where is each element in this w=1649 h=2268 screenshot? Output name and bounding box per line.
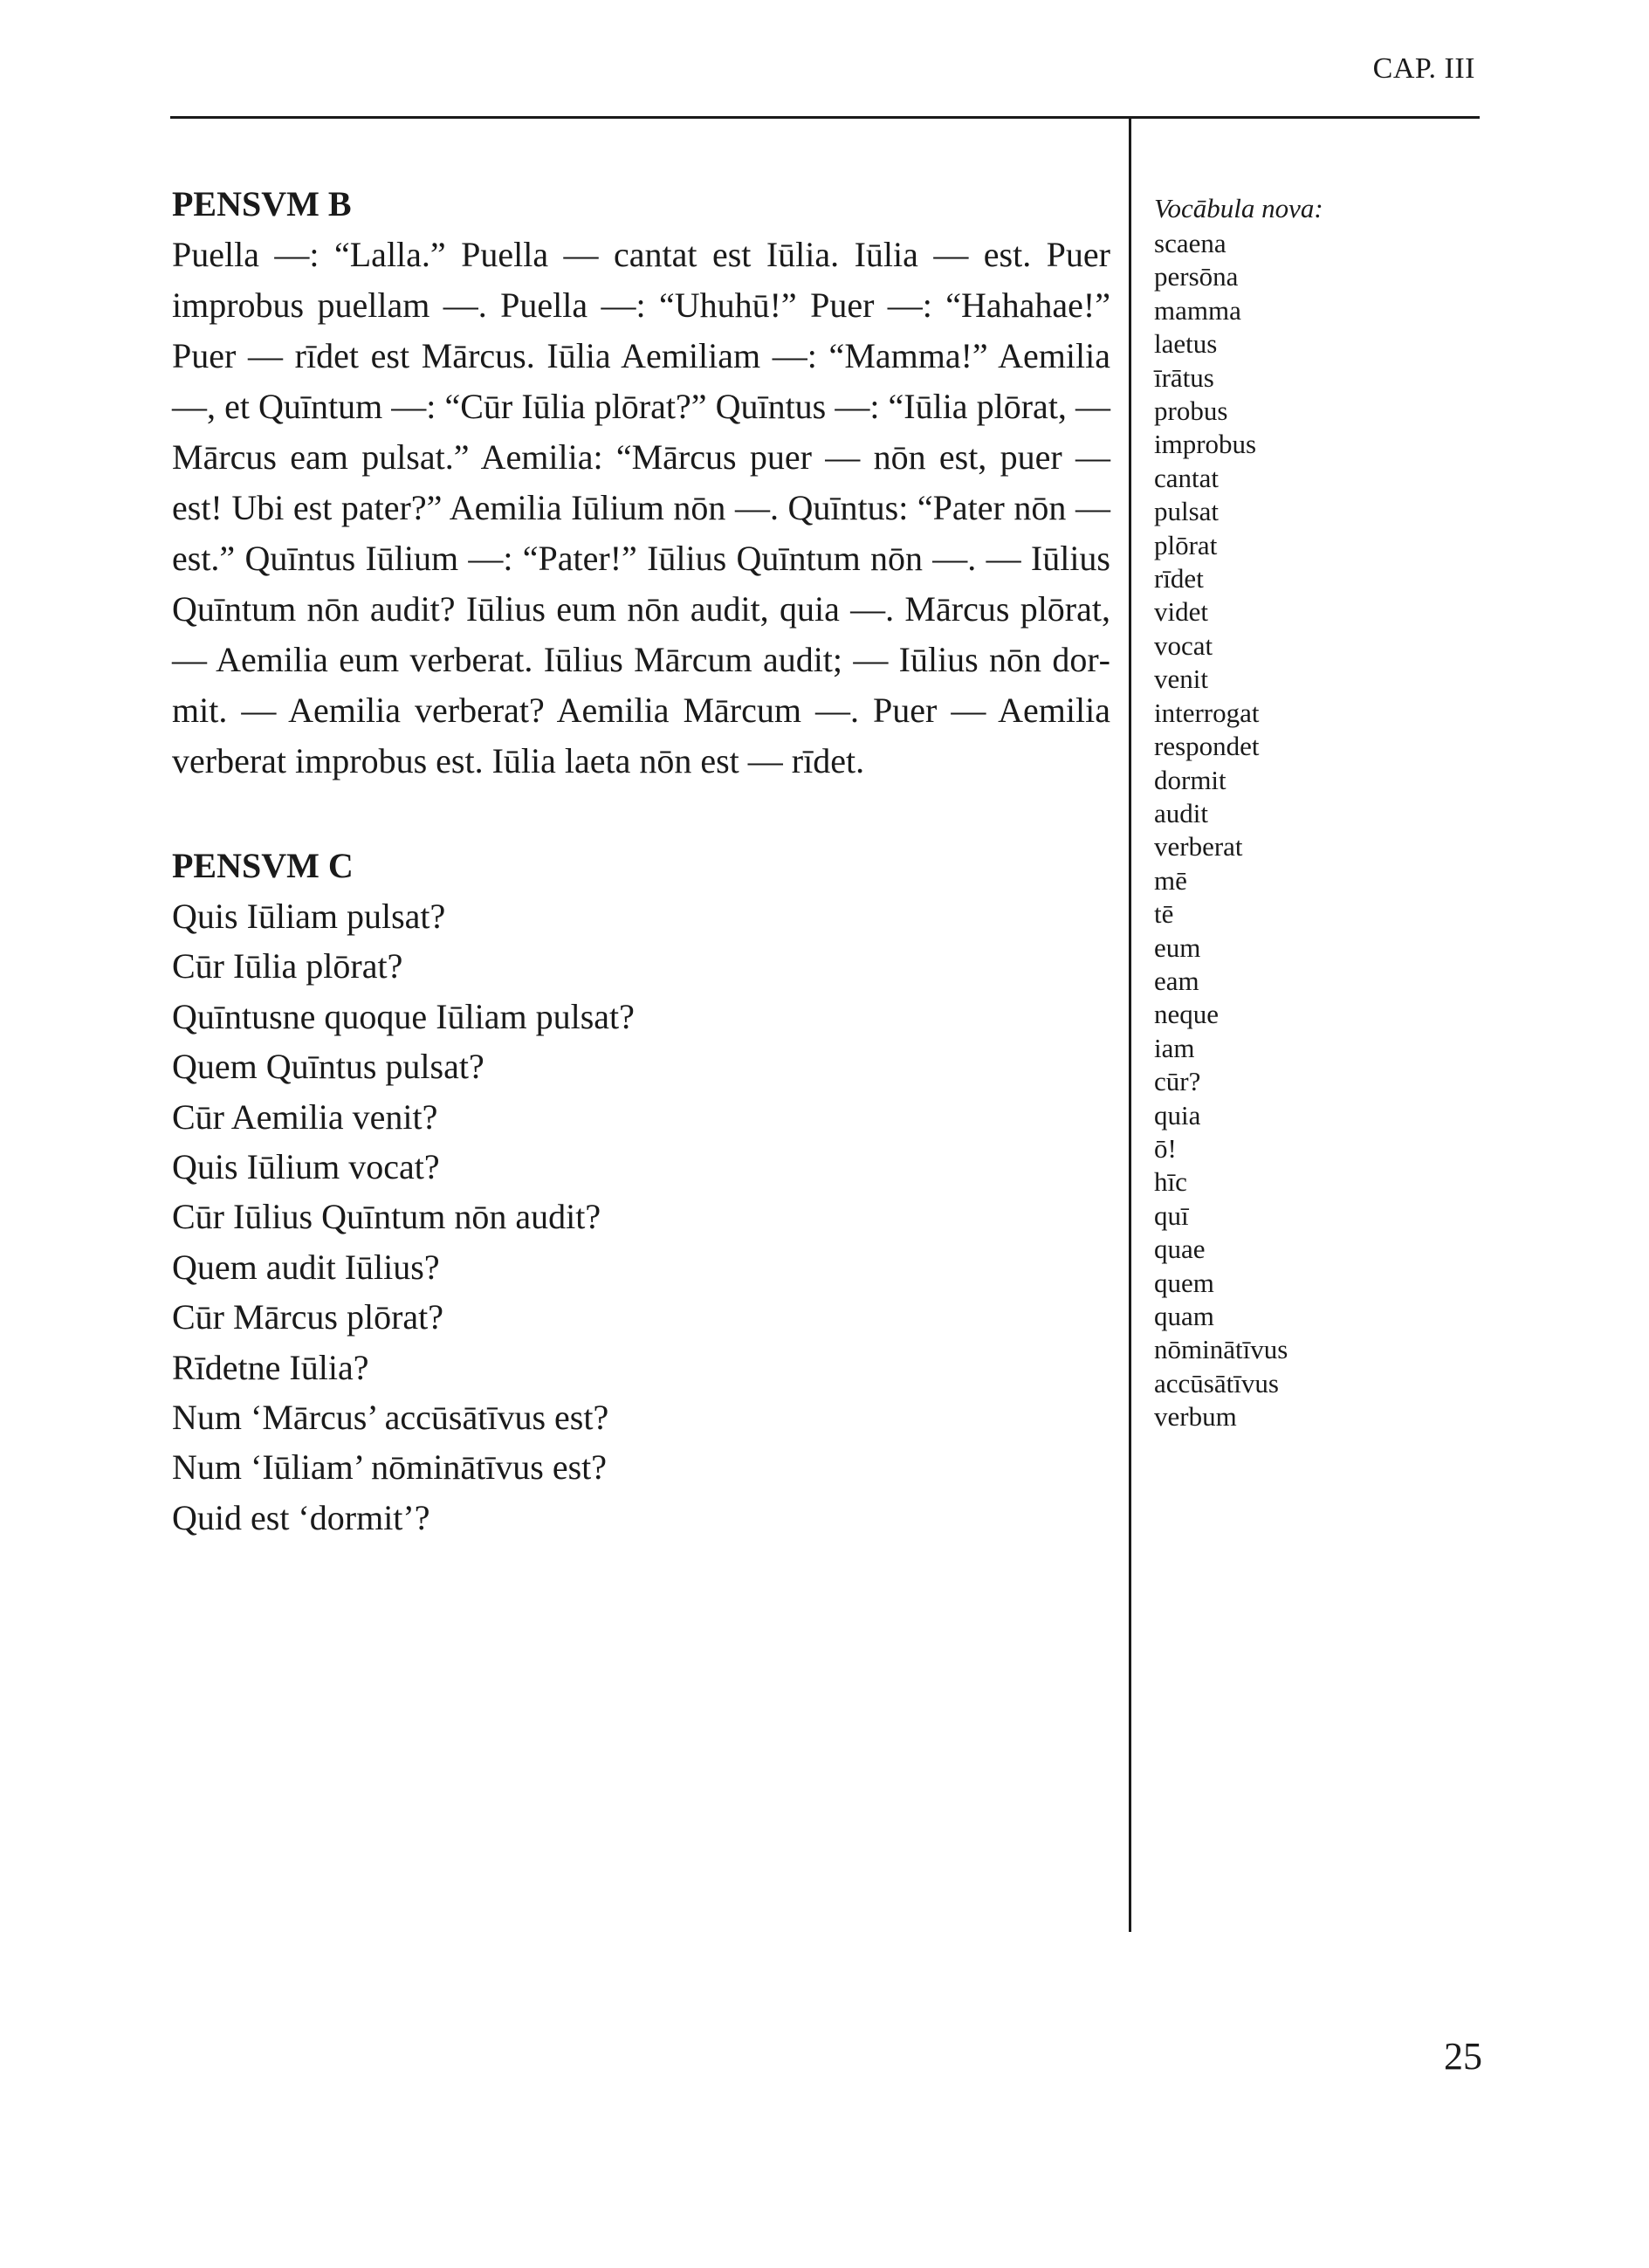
pensum-b-heading: PENSVM B bbox=[172, 184, 352, 223]
question-item: Quem Quīntus pulsat? bbox=[172, 1047, 484, 1087]
question-item: Quid est ‘dormit’? bbox=[172, 1497, 430, 1537]
page-number: 25 bbox=[1444, 2035, 1482, 2078]
vocabulary-word: audit bbox=[1154, 797, 1208, 828]
question-item: Quem audit Iūlius? bbox=[172, 1247, 440, 1287]
vocabulary-word: dormit bbox=[1154, 764, 1226, 795]
vocabulary-word: quae bbox=[1154, 1234, 1206, 1265]
header-rule bbox=[170, 116, 1480, 119]
question-item: Quis Iūlium vocat? bbox=[172, 1147, 440, 1187]
vocabulary-word: quī bbox=[1154, 1199, 1189, 1231]
question-item: Cūr Iūlia plōrat? bbox=[172, 946, 403, 986]
section-spacer bbox=[172, 787, 1110, 841]
pensum-c-heading: PENSVM C bbox=[172, 846, 354, 885]
vocabulary-word: pulsat bbox=[1154, 496, 1220, 527]
question-item: Rīdetne Iūlia? bbox=[172, 1347, 369, 1387]
vocabulary-word: interrogat bbox=[1154, 697, 1260, 728]
vocabulary-word: nōminātīvus bbox=[1154, 1334, 1288, 1365]
question-item: Cūr Iūlius Quīntum nōn audit? bbox=[172, 1197, 601, 1237]
vocabulary-word: verbum bbox=[1154, 1401, 1237, 1433]
vocabulary-word: persōna bbox=[1154, 261, 1239, 292]
vocabulary-word: eam bbox=[1154, 965, 1199, 996]
vocabulary-word: probus bbox=[1154, 395, 1228, 427]
main-column bbox=[172, 179, 1110, 1543]
vocabulary-word: ō! bbox=[1154, 1132, 1177, 1164]
vocabulary-word: mamma bbox=[1154, 294, 1241, 326]
vocabulary-word: quem bbox=[1154, 1267, 1214, 1298]
vocabulary-word: cantat bbox=[1154, 462, 1220, 493]
vocabulary-word: quia bbox=[1154, 1099, 1201, 1131]
pensum-b-section bbox=[172, 179, 1110, 787]
vocabulary-title: Vocābula nova: bbox=[1154, 193, 1323, 223]
vocabulary-word: videt bbox=[1154, 596, 1208, 628]
vocabulary-word: neque bbox=[1154, 999, 1220, 1030]
vocabulary-word: verberat bbox=[1154, 831, 1243, 863]
vocabulary-sidebar bbox=[1154, 192, 1398, 1434]
question-item: Num ‘Iūliam’ nōminātīvus est? bbox=[172, 1447, 608, 1488]
vocabulary-word: respondet bbox=[1154, 731, 1260, 762]
chapter-label: CAP. III bbox=[1372, 52, 1475, 85]
vocabulary-word: improbus bbox=[1154, 429, 1257, 460]
vocabulary-word: vocat bbox=[1154, 629, 1213, 661]
vocabulary-word: venit bbox=[1154, 663, 1208, 695]
question-item: Cūr Mārcus plōrat? bbox=[172, 1297, 444, 1337]
vocabulary-word: iam bbox=[1154, 1032, 1195, 1063]
vocabulary-word: mē bbox=[1154, 864, 1187, 896]
vocabulary-word: cūr? bbox=[1154, 1066, 1201, 1097]
vocabulary-word: rīdet bbox=[1154, 563, 1204, 594]
vocabulary-list bbox=[1154, 227, 1398, 1434]
question-item: Quis Iūliam pulsat? bbox=[172, 897, 446, 936]
pensum-b-text: Puella —: “Lalla.” Puella — cantat est Iūlia. Iūlia — est. Puer improbus puellam —. Puella —: “Uhuhū!” Puer —: “Hahahae!” Puer — rīdet est Mārcus. Iūlia Aemiliam —: “Mamma!” Aemilia —, et Quīntum —: “Cūr Iūlia plōrat?” Quīntus —: “Iūlia plōrat, — Mārcus eam pulsat.” Aemilia: “Mārcus puer — nōn est, puer — est! Ubi est pater?” Aemilia Iūlium nōn —. Quīntus: “Pater nōn — est.” Quīntus Iūlium —: “Pater!” Iūlius Quīntum nōn —. — Iūlius Quīntum nōn audit? Iūlius eum nōn audit, quia —. Mārcus plōrat, — Aemilia eum verberat. Iūlius Mārcum audit; — Iūlius nōn dormit. — Aemilia verberat? Aemilia Mārcum —. Puer — Aemilia verberat improbus est. Iūlia laeta nōn est — rīdet. bbox=[172, 235, 1110, 780]
vocabulary-word: īrātus bbox=[1154, 361, 1214, 393]
vocabulary-word: scaena bbox=[1154, 228, 1226, 258]
question-item: Cūr Aemilia venit? bbox=[172, 1096, 438, 1137]
vocabulary-word: accūsātīvus bbox=[1154, 1367, 1279, 1399]
question-item: Quīntusne quoque Iūliam pulsat? bbox=[172, 996, 635, 1036]
vocabulary-word: hīc bbox=[1154, 1166, 1187, 1198]
pensum-c-section bbox=[172, 841, 1110, 1543]
question-list bbox=[172, 891, 1110, 1543]
vocabulary-word: tē bbox=[1154, 898, 1174, 930]
question-item: Num ‘Mārcus’ accūsātīvus est? bbox=[172, 1398, 609, 1438]
vocabulary-word: quam bbox=[1154, 1301, 1214, 1331]
column-divider bbox=[1129, 116, 1131, 1932]
vocabulary-word: laetus bbox=[1154, 328, 1218, 360]
vocabulary-word: eum bbox=[1154, 931, 1201, 963]
vocabulary-word: plōrat bbox=[1154, 529, 1218, 560]
